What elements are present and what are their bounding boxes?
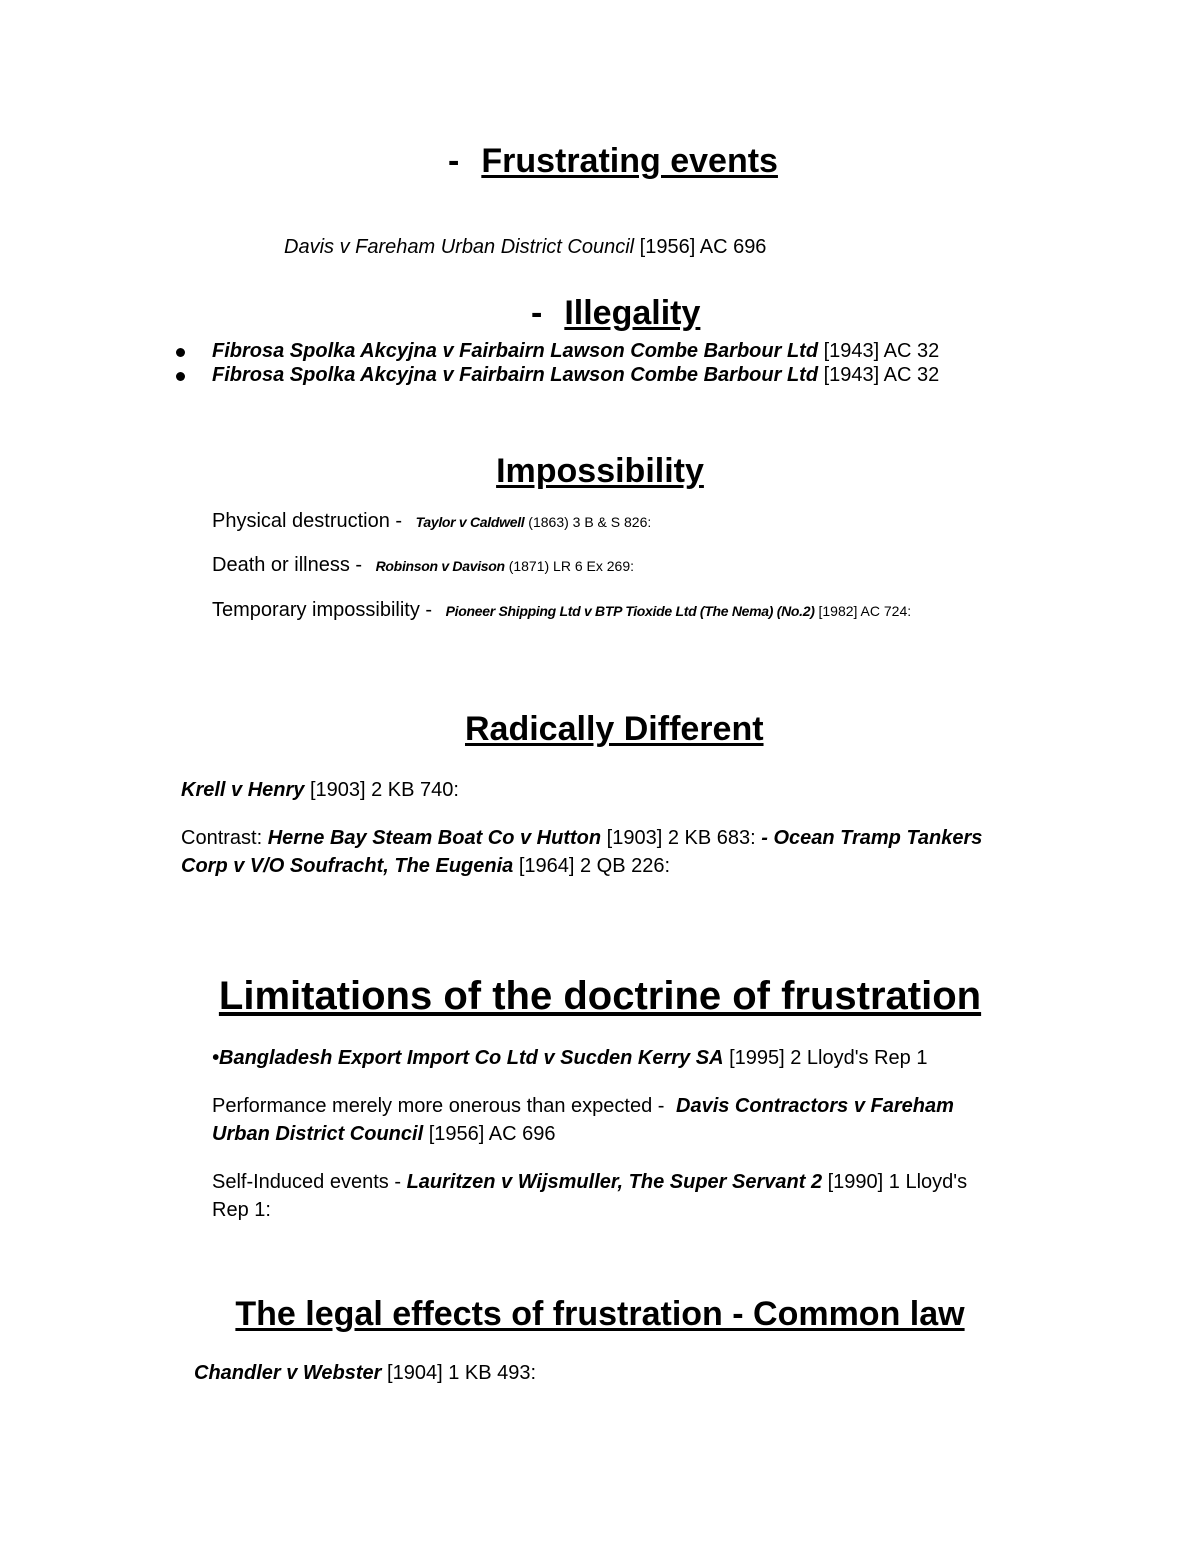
case-name: •Bangladesh Export Import Co Ltd v Sucden Kerry SA [212,1047,724,1069]
row-label: Death or illness - [212,554,368,576]
limitations-heading [0,974,1200,1019]
heading-text: The legal effects of frustration - Common law [235,1295,965,1333]
case-citation: [1943] AC 32 [818,364,940,386]
case-name: Taylor v Caldwell [415,514,525,530]
heading-text: Frustrating events [481,142,778,180]
case-name: Herne Bay Steam Boat Co v Hutton [267,827,602,849]
self-induced-line-1 [212,1171,967,1194]
heading-dash: - [448,142,460,180]
case-citation: [1956] AC 696 [634,236,767,258]
case-name: Krell v Henry [181,779,305,801]
case-name: Urban District Council [212,1123,424,1145]
bullet-icon [176,372,185,381]
case-name: Corp v V/O Soufracht, The Eugenia [181,855,514,877]
impossibility-row-temporary [212,599,911,622]
case-citation: (1863) 3 B & S 826: [524,514,652,530]
davis-case-line [284,236,766,259]
case-citation: [1903] 2 KB 683: [601,827,762,849]
contrast-label: Contrast: [181,827,268,849]
contrast-line-1 [181,827,982,850]
case-citation: [1995] 2 Lloyd's Rep 1 [723,1047,928,1069]
case-citation: (1871) LR 6 Ex 269: [504,558,634,574]
illegality-item-2 [212,364,939,387]
impossibility-row-physical [212,510,651,533]
row-label: Physical destruction - [212,510,408,532]
impossibility-row-death [212,554,634,577]
heading-dash: - [531,294,543,332]
case-name: Ocean Tramp Tankers [773,827,983,849]
case-citation: Rep 1: [212,1199,271,1221]
separator: - [761,827,774,849]
case-citation: [1964] 2 QB 226: [513,855,671,877]
onerous-line-2 [212,1123,555,1146]
row-label: Temporary impossibility - [212,599,438,621]
case-citation: [1956] AC 696 [423,1123,556,1145]
chandler-line [194,1362,536,1385]
case-name: Fibrosa Spolka Akcyjna v Fairbairn Lawson Combe Barbour Ltd [212,340,819,362]
frustrating-events-heading [448,142,778,181]
case-name: Davis Contractors v Fareham [676,1095,954,1117]
case-name: Pioneer Shipping Ltd v BTP Tioxide Ltd (The Nema) (No.2) [445,603,815,619]
heading-text: Limitations of the doctrine of frustration [218,974,982,1018]
case-name: Davis v Fareham Urban District Council [284,236,635,258]
heading-text: Radically Different [465,710,764,748]
case-citation: [1943] AC 32 [818,340,940,362]
case-name: Robinson v Davison [375,558,505,574]
krell-line [181,779,459,802]
legal-effects-heading [0,1295,1200,1334]
case-name: Fibrosa Spolka Akcyjna v Fairbairn Lawson Combe Barbour Ltd [212,364,819,386]
self-induced-line-2 [212,1199,271,1222]
bullet-icon [176,348,185,357]
row-label: Performance merely more onerous than expected - [212,1095,670,1117]
illegality-heading [531,294,700,333]
contrast-line-2 [181,855,670,878]
case-citation: [1904] 1 KB 493: [381,1362,537,1384]
case-citation: [1982] AC 724: [814,603,912,619]
row-label: Self-Induced events - [212,1171,407,1193]
impossibility-heading [0,452,1200,491]
illegality-item-1 [212,340,939,363]
case-citation: [1903] 2 KB 740: [304,779,459,801]
heading-text: Impossibility [496,452,704,490]
onerous-line-1 [212,1095,954,1118]
case-citation: [1990] 1 Lloyd's [822,1171,968,1193]
heading-text: Illegality [564,294,701,332]
case-name: Lauritzen v Wijsmuller, The Super Servant 2 [406,1171,823,1193]
radically-different-heading [465,710,764,749]
bangladesh-line [212,1047,928,1070]
case-name: Chandler v Webster [194,1362,382,1384]
